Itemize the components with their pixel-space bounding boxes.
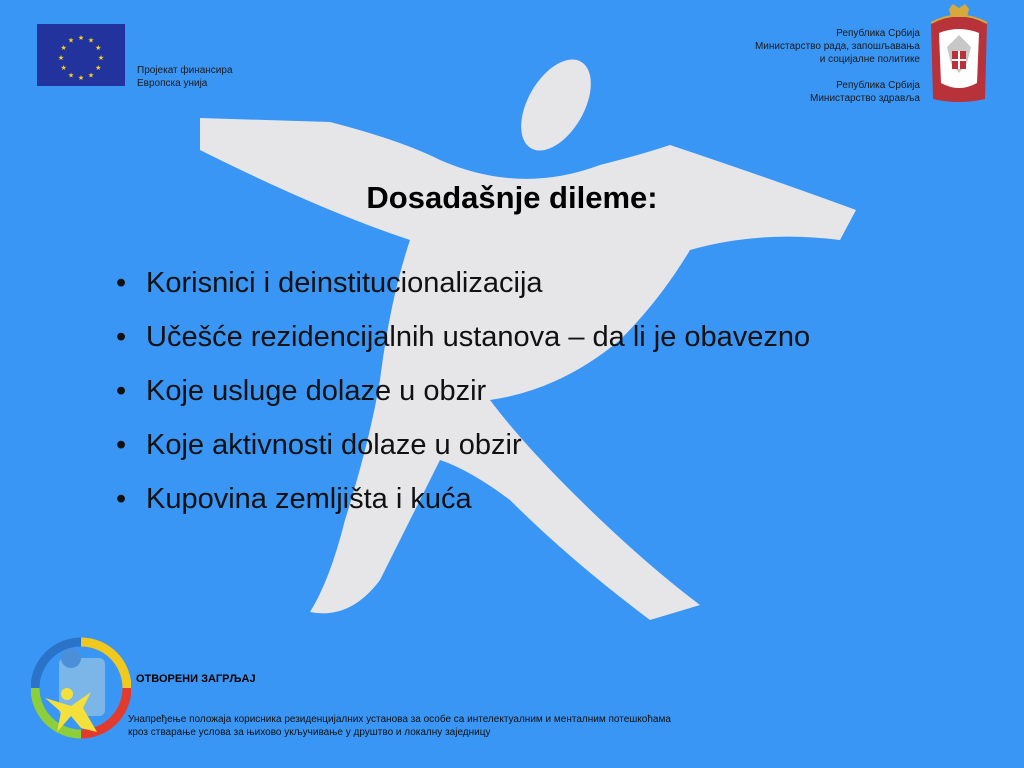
project-name: ОТВОРЕНИ ЗАГРЉАЈ [136, 673, 256, 685]
ministries-text [755, 27, 920, 105]
svg-text:★: ★ [57, 54, 65, 62]
list-item: • Učešće rezidencijalnih ustanova – da li je obavezno [110, 318, 880, 356]
serbia-coat-of-arms-icon [929, 3, 989, 105]
list-item: • Korisnici i deinstitucionalizacija [110, 264, 880, 302]
ministry-line: Република Србија [836, 28, 920, 39]
svg-text:★: ★ [87, 36, 95, 45]
svg-text:★: ★ [60, 44, 67, 52]
list-item: • Koje usluge dolaze u obzir [110, 372, 880, 410]
svg-text:★: ★ [60, 64, 67, 72]
svg-text:★: ★ [77, 34, 85, 42]
svg-text:★: ★ [95, 64, 102, 72]
bullet-list [110, 264, 880, 534]
svg-text:★: ★ [77, 74, 85, 82]
eu-caption-line: Пројекат финансира [137, 65, 233, 76]
project-description [128, 713, 671, 739]
slide-title: Dosadašnje dileme: [366, 180, 658, 215]
ministry-line: Министарство здравља [810, 93, 920, 104]
project-description-line: кроз стварање услова за њихово укључивање у друштво и локалну заједницу [128, 727, 491, 738]
svg-text:★: ★ [67, 71, 75, 80]
svg-text:★: ★ [87, 71, 95, 80]
svg-text:★: ★ [97, 54, 105, 62]
svg-text:★: ★ [67, 36, 75, 45]
project-description-line: Унапређење положаја корисника резиденцијалних установа за особе са интелектуалним и менталним потешкоћама [128, 714, 671, 725]
project-logo-icon [31, 636, 131, 742]
ministry-line: Република Србија [836, 80, 920, 91]
list-item: • Kupovina zemljišta i kuća [110, 480, 880, 518]
ministry-line: и социјалне политике [819, 54, 920, 65]
ministry-line: Министарство рада, запошљавања [754, 41, 920, 52]
list-item: • Koje aktivnosti dolaze u obzir [110, 426, 880, 464]
svg-text:★: ★ [95, 44, 102, 52]
eu-flag-icon [37, 24, 125, 86]
eu-funding-caption [137, 64, 233, 90]
eu-caption-line: Европска унија [137, 78, 208, 89]
